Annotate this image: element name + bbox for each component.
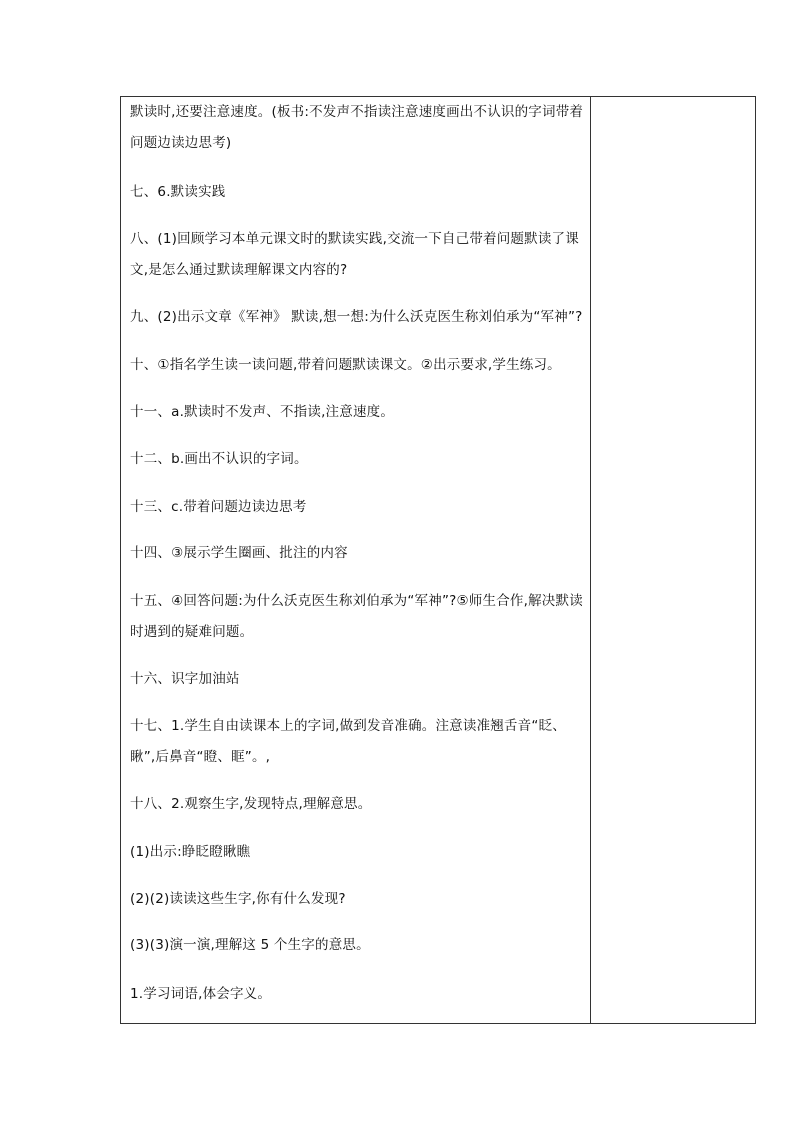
paragraph-10: 十、①指名学生读一读问题,带着问题默读课文。②出示要求,学生练习。 [130, 357, 561, 373]
notes-cell [591, 97, 755, 1023]
paragraph-12: 十二、b.画出不认识的字词。 [130, 451, 308, 467]
paragraph-item-3: (3)(3)演一演,理解这 5 个生字的意思。 [130, 937, 370, 953]
paragraph-18: 十八、2.观察生字,发现特点,理解意思。 [130, 796, 372, 812]
paragraph-17: 十七、1.学生自由读课本上的字词,做到发音准确。注意读准翘舌音“眨、瞅”,后鼻音“瞪、眶”。, [130, 718, 566, 765]
paragraph-14: 十四、③展示学生圈画、批注的内容 [130, 545, 348, 561]
paragraph-9: 九、(2)出示文章《军神》 默读,想一想:为什么沃克医生称刘伯承为“军神”? [130, 309, 583, 325]
lesson-table [120, 96, 756, 1024]
paragraph-item-2: (2)(2)读读这些生字,你有什么发现? [130, 891, 346, 907]
paragraph-11: 十一、a.默读时不发声、不指读,注意速度。 [130, 404, 395, 420]
paragraph-16: 十六、识字加油站 [130, 671, 240, 687]
paragraph-15: 十五、④回答问题:为什么沃克医生称刘伯承为“军神”?⑤师生合作,解决默读时遇到的疑难问题。 [130, 593, 583, 640]
paragraph-7: 七、6.默读实践 [130, 184, 226, 200]
paragraph-8: 八、(1)回顾学习本单元课文时的默读实践,交流一下自己带着问题默读了课文,是怎么通过默读理解课文内容的? [130, 231, 579, 278]
paragraph-13: 十三、c.带着问题边读边思考 [130, 499, 307, 515]
paragraph-learn-words: 1.学习词语,体会字义。 [130, 986, 272, 1002]
paragraph-item-1: (1)出示:睁眨瞪瞅瞧 [130, 844, 251, 860]
paragraph-silent-reading-speed: 默读时,还要注意速度。(板书:不发声不指读注意速度画出不认识的字词带着问题边读边思考) [130, 104, 584, 151]
